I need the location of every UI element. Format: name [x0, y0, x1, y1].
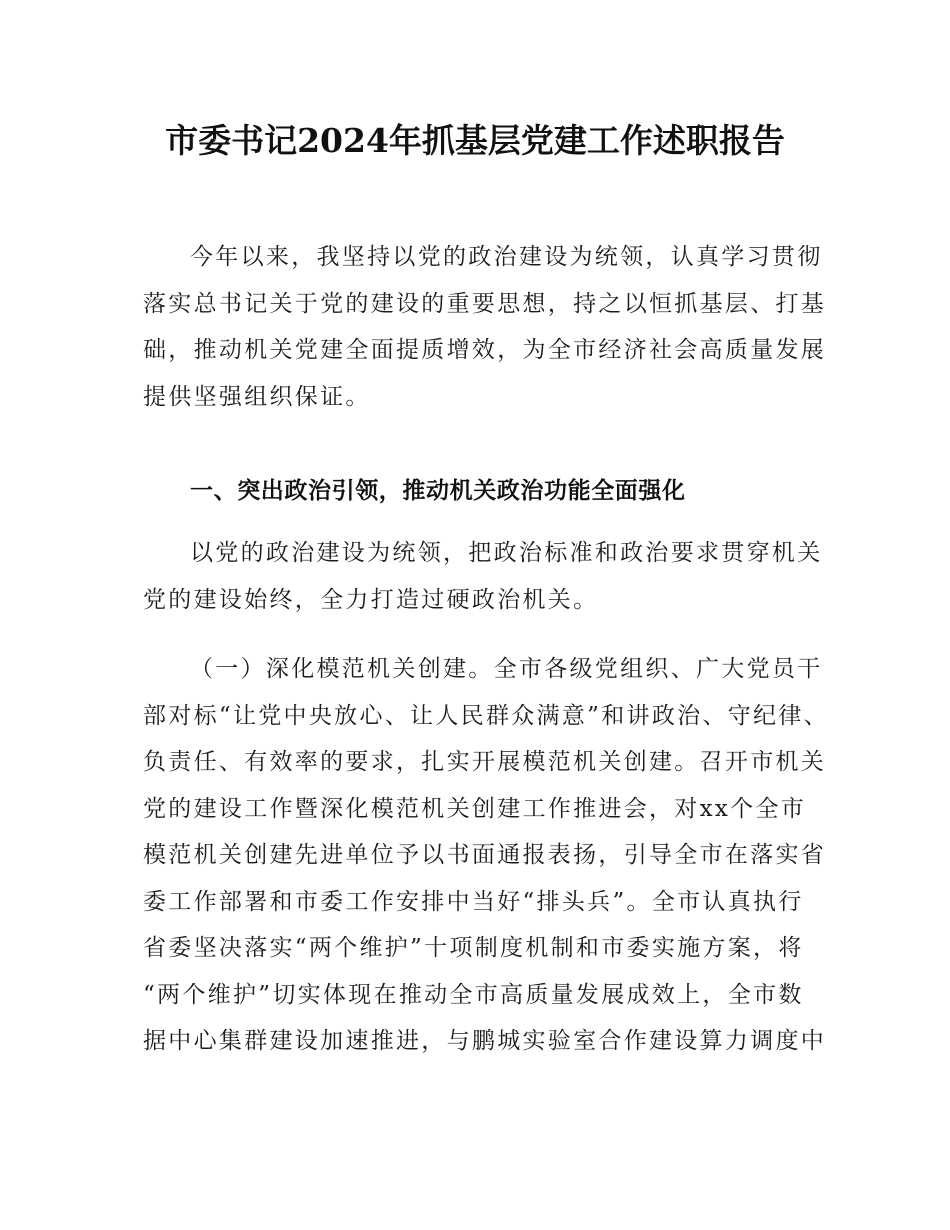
- paragraph-line: 以党的政治建设为统领，把政治标准和政治要求贯穿机关: [190, 540, 823, 566]
- paragraph-line: 省委坚决落实“两个维护”十项制度机制和市委实施方案，将: [143, 935, 804, 961]
- section-heading-1: 一、突出政治引领，推动机关政治功能全面强化: [190, 478, 686, 504]
- paragraph-line: 委工作部署和市委工作安排中当好“排头兵”。全市认真执行: [143, 888, 804, 915]
- section1-paragraph: [143, 530, 823, 623]
- paragraph-line: 落实总书记关于党的建设的重要思想，持之以恒抓基层、打基: [143, 290, 827, 317]
- document-title: 市委书记2024年抓基层党建工作述职报告: [165, 121, 785, 160]
- paragraph-line: 据中心集群建设加速推进，与鹏城实验室合作建设算力调度中: [143, 1028, 827, 1054]
- paragraph-line: 今年以来，我坚持以党的政治建设为统领，认真学习贯彻: [190, 244, 823, 270]
- paragraph-line: 负责任、有效率的要求，扎实开展模范机关创建。召开市机关: [143, 749, 827, 775]
- paragraph-line: 模范机关创建先进单位予以书面通报表扬，引导全市在落实省: [143, 842, 827, 868]
- paragraph-line: 础，推动机关党建全面提质增效，为全市经济社会高质量发展: [143, 337, 827, 363]
- paragraph-line: “两个维护”切实体现在推动全市高质量发展成效上，全市数: [143, 981, 804, 1008]
- subsection1-paragraph: [143, 646, 829, 1065]
- paragraph-line: （一）深化模范机关创建。全市各级党组织、广大党员干: [190, 656, 823, 682]
- intro-paragraph: [143, 234, 827, 420]
- paragraph-line: 提供坚强组织保证。: [143, 383, 371, 410]
- paragraph-line: 党的建设工作暨深化模范机关创建工作推进会，对xx个全市: [143, 795, 807, 822]
- paragraph-line: 部对标“让党中央放心、让人民群众满意”和讲政治、守纪律、: [143, 702, 829, 729]
- paragraph-line: 党的建设始终，全力打造过硬政治机关。: [143, 586, 599, 613]
